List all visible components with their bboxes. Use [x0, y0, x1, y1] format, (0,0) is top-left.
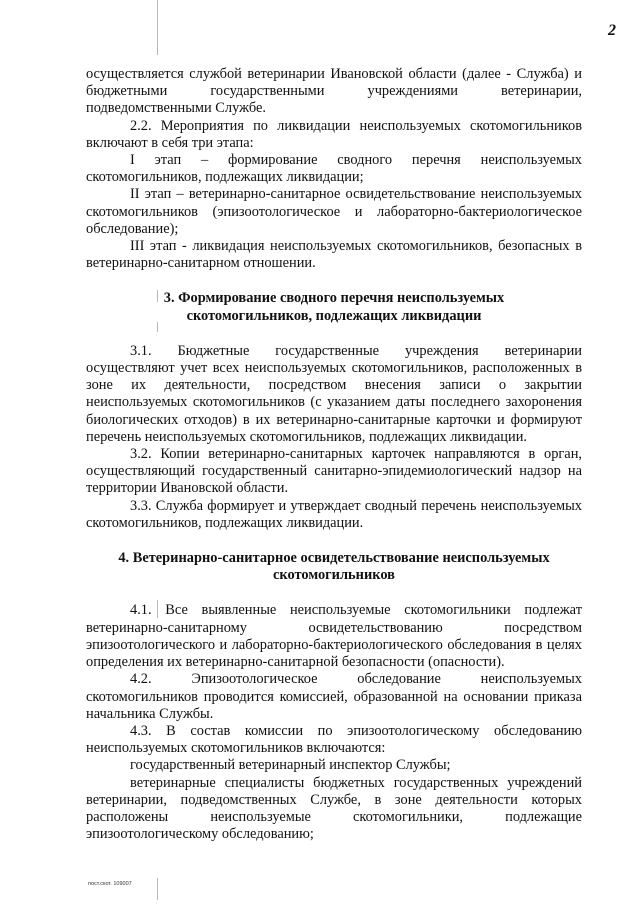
commission-member-item: ветеринарные специалисты бюджетных государственных учреждений ветеринарии, подведомственных Службе, в зоне деятельности которых расположены неиспользуемые скотомогильники, подлежащие эпизоотологическому обследованию;: [86, 774, 582, 843]
document-body: [86, 66, 582, 843]
paragraph-4-1: 4.1. Все выявленные неиспользуемые скотомогильники подлежат ветеринарно-санитарному освидетельствованию посредством эпизоотологического и лабораторно-бактериологического обследования в целях определения их ветеринарно-санитарной безопасности (опасности).: [86, 602, 582, 671]
section-4-heading-line-2: скотомогильников: [273, 567, 395, 584]
scan-artifact-line: [157, 0, 158, 55]
paragraph-3-3: 3.3. Служба формирует и утверждает сводный перечень неиспользуемых скотомогильников, подлежащих ликвидации.: [86, 497, 582, 531]
section-3-heading: [86, 290, 582, 324]
section-4-heading-line-1: 4. Ветеринарно-санитарное освидетельствование неиспользуемых: [118, 550, 550, 567]
scan-artifact-line: [157, 878, 158, 900]
stage-2-item: II этап – ветеринарно-санитарное освидетельствование неиспользуемых скотомогильников (эпизоотологическое и лабораторно-бактериологическое обследование);: [86, 186, 582, 237]
section-3-heading-line-1: 3. Формирование сводного перечня неиспользуемых: [163, 290, 505, 307]
section-3-heading-line-2: скотомогильников, подлежащих ликвидации: [186, 307, 482, 324]
stage-1-item: I этап – формирование сводного перечня неиспользуемых скотомогильников, подлежащих ликвидации;: [86, 152, 582, 186]
commission-member-item: государственный ветеринарный инспектор Службы;: [130, 757, 451, 774]
paragraph-3-2: 3.2. Копии ветеринарно-санитарных карточек направляются в орган, осуществляющий государственный санитарно-эпидемиологический надзор на территории Ивановской области.: [86, 446, 582, 497]
paragraph-2-2: 2.2. Мероприятия по ликвидации неиспользуемых скотомогильников включают в себя три этапа:: [86, 117, 582, 151]
paragraph-3-1: 3.1. Бюджетные государственные учреждения ветеринарии осуществляют учет всех неиспользуемых скотомогильников, расположенных в зоне их деятельности, посредством внесения записи о закрытии неиспользуемых скотомогильников (с указанием даты последнего захоронения биологических отходов) в их ветеринарно-санитарные карточки и формируют перечень неиспользуемых скотомогильников, подлежащих ликвидации.: [86, 342, 582, 445]
section-4-heading: [86, 550, 582, 584]
document-footer-code: пост.скот. 109007: [88, 881, 132, 887]
page-number: 2: [608, 22, 616, 39]
paragraph-4-2: 4.2. Эпизоотологическое обследование неиспользуемых скотомогильников проводится комиссией, образованной на основании приказа начальника Службы.: [86, 671, 582, 722]
stage-3-item: III этап - ликвидация неиспользуемых скотомогильников, безопасных в ветеринарно-санитарном отношении.: [86, 238, 582, 272]
paragraph-continuation: осуществляется службой ветеринарии Ивановской области (далее - Служба) и бюджетными государственными учреждениями ветеринарии, подведомственными Службе.: [86, 66, 582, 117]
paragraph-4-3: 4.3. В состав комиссии по эпизоотологическому обследованию неиспользуемых скотомогильников включаются:: [86, 722, 582, 757]
